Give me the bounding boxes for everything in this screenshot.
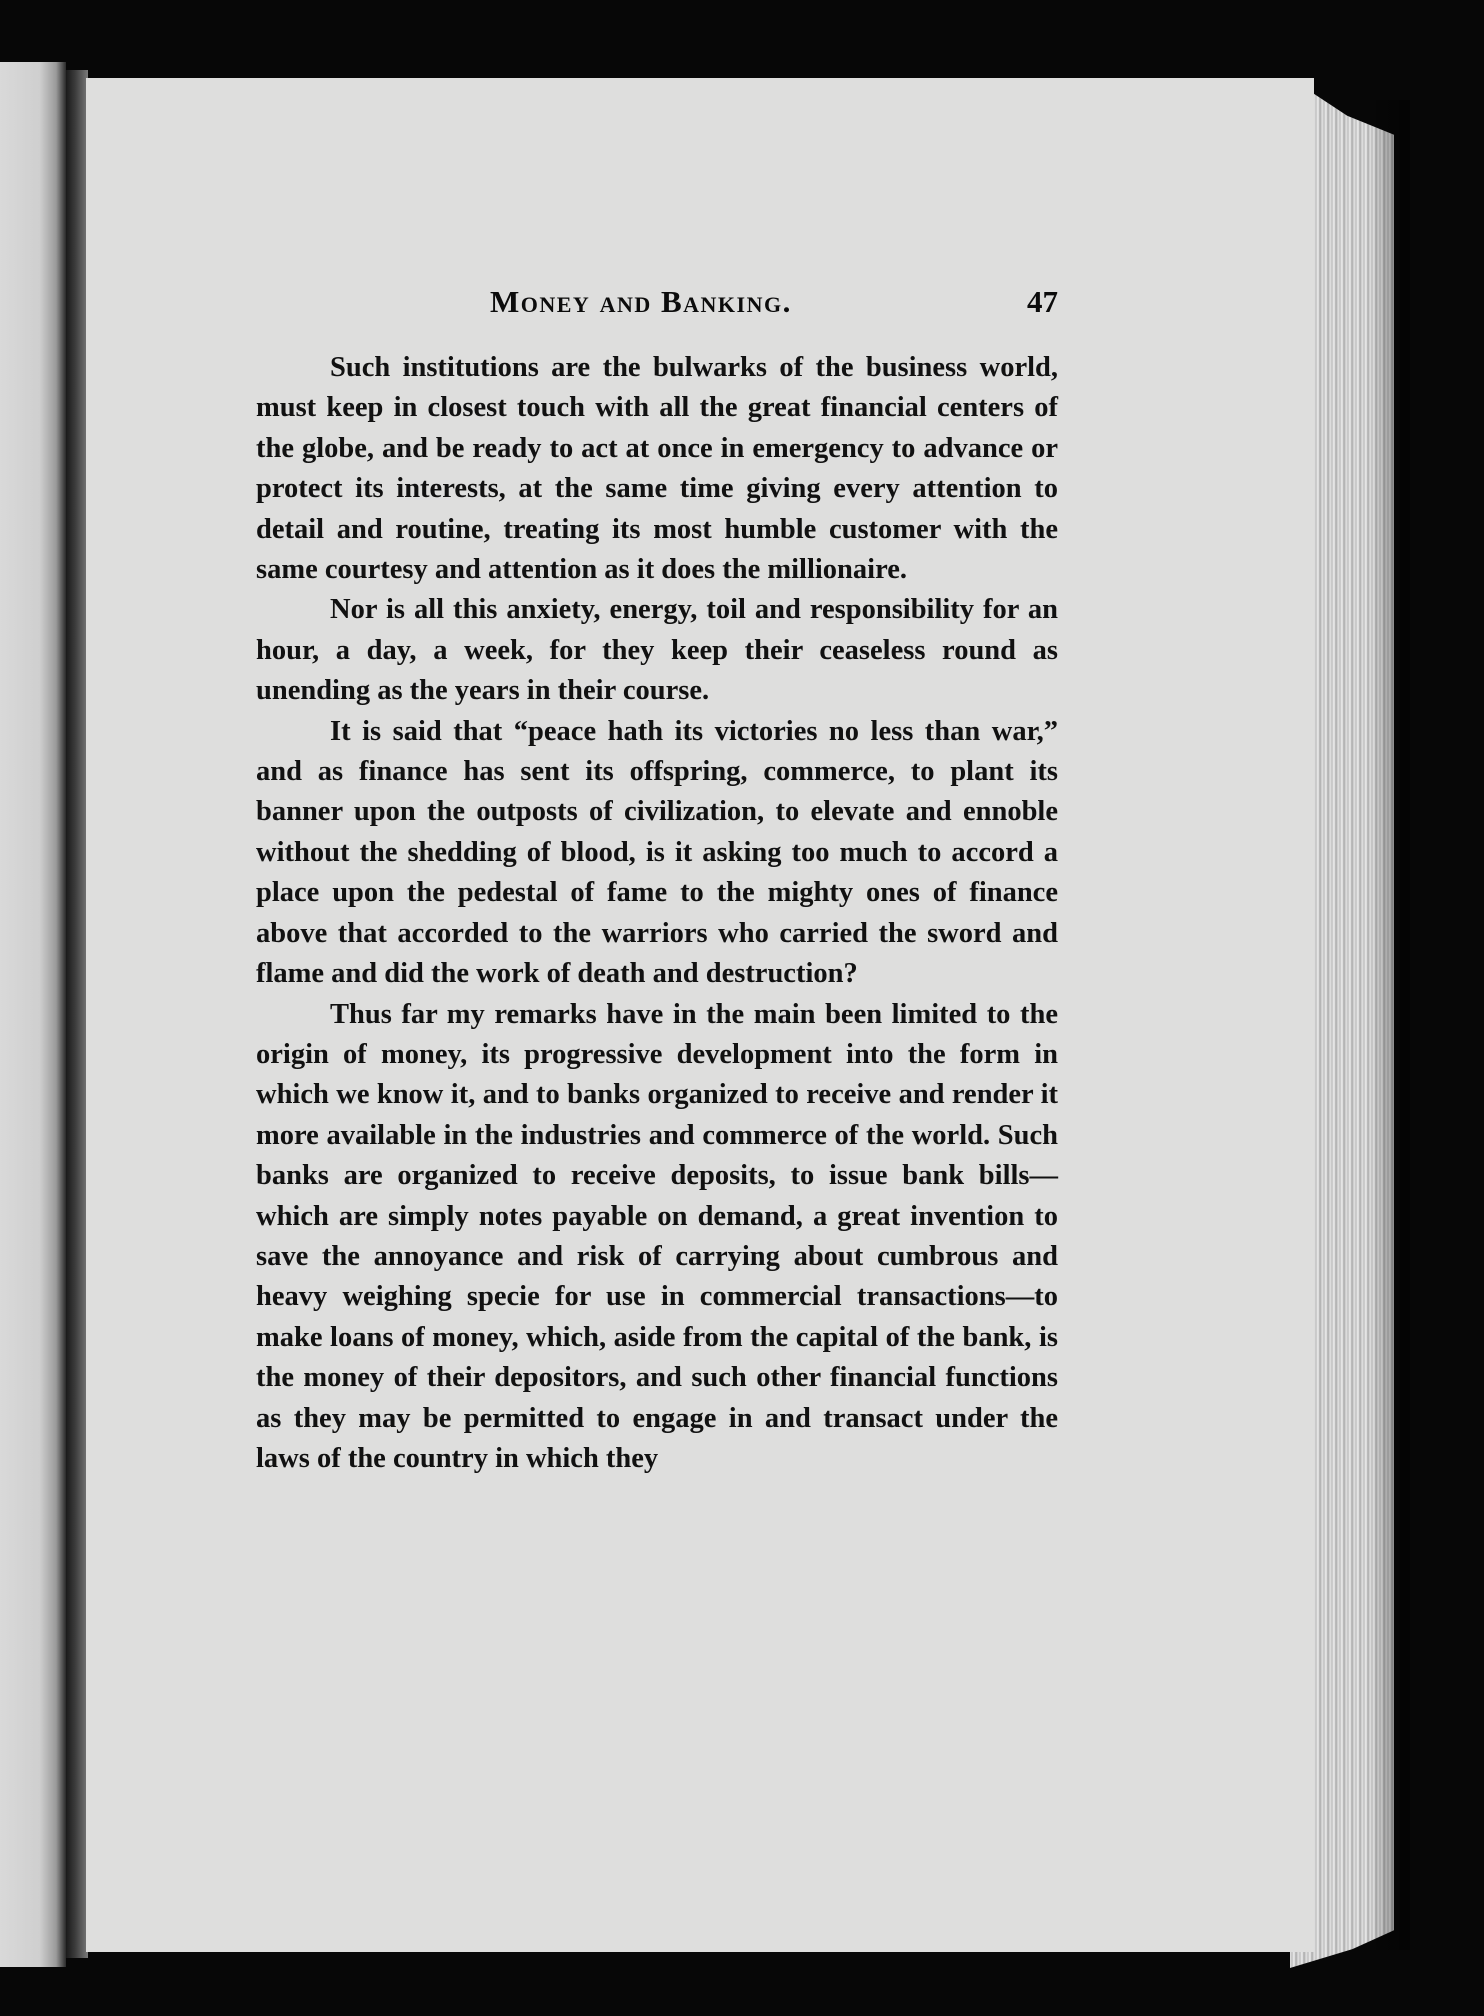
running-head xyxy=(250,282,1058,328)
running-title: Money and Banking. xyxy=(490,284,792,319)
body-text xyxy=(256,348,1058,1479)
paragraph-1: Such institutions are the bulwarks of the business world, must keep in closest touch with all the great financial centers of the globe, and be ready to act at once in emergency to advance or protect its interests, at the same time giving every attention to detail and routine, treating its most humble customer with the same courtesy and attention as it does the millionaire. xyxy=(256,352,1058,586)
page-number: 47 xyxy=(1027,284,1058,319)
facing-page-edge xyxy=(0,62,66,1967)
page-block-shadow xyxy=(1370,100,1410,1950)
paragraph-3: It is said that “peace hath its victories no less than war,” and as finance has sent its offspring, commerce, to plant its banner upon the outposts of civilization, to elevate and ennoble without the shedding of blood, is it asking too much to accord a place upon the pedestal of fame to the mighty ones of finance above that accorded to the warriors who carried the sword and flame and did the work of death and destruction? xyxy=(256,715,1058,990)
paragraph-4: Thus far my remarks have in the main been limited to the origin of money, its progressive development into the form in which we know it, and to banks organized to receive and render it more available in the industries and commerce of the world. Such banks are organized to receive deposits, to issue bank bills—which are simply notes payable on demand, a great invention to save the annoyance and risk of carrying about cumbrous and heavy weighing specie for use in commercial transactions—to make loans of money, which, aside from the capital of the bank, is the money of their depositors, and such other financial functions as they may be permitted to engage in and transact under the laws of the country in which they xyxy=(256,998,1058,1474)
book-gutter xyxy=(66,70,88,1958)
paragraph-2: Nor is all this anxiety, energy, toil and responsibility for an hour, a day, a week, for they keep their ceaseless round as unending as the years in their course. xyxy=(256,594,1058,707)
